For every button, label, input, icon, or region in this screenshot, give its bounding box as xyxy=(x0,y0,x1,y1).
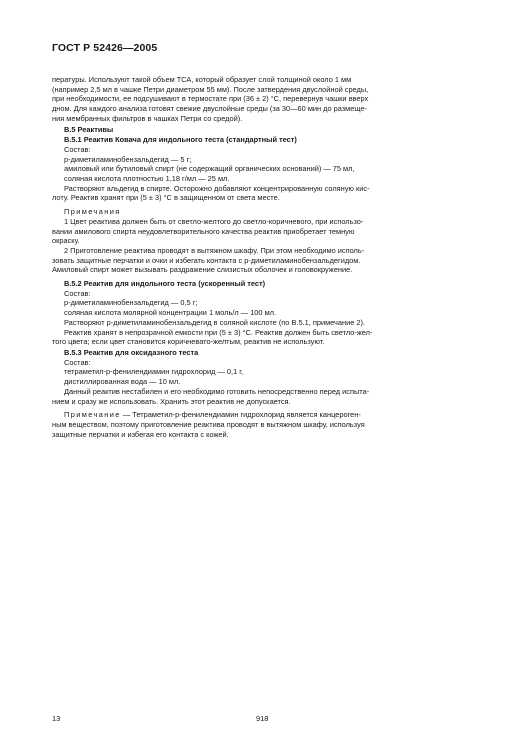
document-header: ГОСТ Р 52426—2005 xyxy=(52,42,158,54)
section-heading-b51: В.5.1 Реактив Ковача для индольного теста (стандартный тест) xyxy=(64,135,297,145)
composition-item: р-диметиламинобензальдегид — 5 г; xyxy=(64,154,192,164)
composition-label: Состав: xyxy=(64,357,91,367)
composition-label: Состав: xyxy=(64,144,91,154)
section-heading-b5: В.5 Реактивы xyxy=(64,124,114,134)
prep-line: Растворяют альдегид в спирте. Осторожно добавляют концентрированную соляную кис- xyxy=(64,183,370,193)
note-1-line: окраску. xyxy=(52,236,80,246)
final-note-line xyxy=(52,410,477,420)
note-2-line: Амиловый спирт может вызывать раздражение слизистых оболочек и головокружение. xyxy=(52,265,353,275)
intro-line: ния мембранных фильтров в чашках Петри со средой). xyxy=(52,113,243,123)
page-number: 13 xyxy=(52,714,61,723)
storage-line: того цвета; если цвет становится коричневато-желтым, реактив не используют. xyxy=(52,337,325,347)
document-number: 918 xyxy=(256,714,269,723)
composition-item: амиловый или бутиловый спирт (не содержащий органических оснований) — 75 мл, xyxy=(64,164,355,174)
note-2-line: 2 Приготовление реактива проводят в вытяжном шкафу. При этом необходимо исполь- xyxy=(64,245,365,255)
final-note-line: ным веществом, поэтому приготовление реактива проводят в вытяжном шкафу, используя xyxy=(52,419,365,429)
prep-line: лоту. Реактив хранят при (5 ± 3) °С в защищенном от света месте. xyxy=(52,193,280,203)
note-1-line: 1 Цвет реактива должен быть от светло-желтого до светло-коричневого, при использо- xyxy=(64,216,364,226)
final-note-text: — Тетраметил-р-фенилендиамин гидрохлорид является канцероген- xyxy=(122,410,361,420)
composition-item: соляная кислота плотностью 1,18 г/мл — 25 мл. xyxy=(64,174,230,184)
notes-heading: Примечания xyxy=(64,207,121,217)
intro-line: дном. Для каждого анализа готовят свежие двуслойные среды (за 30—60 мин до размеще- xyxy=(52,104,367,114)
storage-line: Реактив хранят в непрозрачной емкости при (5 ± 3) °С. Реактив должен быть светло-жел- xyxy=(64,327,373,337)
intro-line: (например 2,5 мл в чашке Петри диаметром 55 мм). После затвердения двуслойной среды, xyxy=(52,84,369,94)
composition-label: Состав: xyxy=(64,288,91,298)
section-heading-b53: В.5.3 Реактив для оксидазного теста xyxy=(64,347,199,357)
document-body xyxy=(52,75,477,439)
composition-item: тетраметил-р-фенилендиамин гидрохлорид — 0,1 г, xyxy=(64,367,244,377)
stability-line: Данный реактив нестабилен и его необходимо готовить непосредственно перед испыта- xyxy=(64,386,370,396)
composition-item: соляная кислота молярной концентрации 1 моль/л — 100 мл. xyxy=(64,308,277,318)
intro-line: пературы. Используют такой объем ТСА, который образует слой толщиной около 1 мм xyxy=(52,75,352,84)
section-heading-b52: В.5.2 Реактив для индольного теста (ускоренный тест) xyxy=(64,279,266,289)
prep-line: Растворяют р-диметиламинобензальдегид в соляной кислоте (по В.5.1, примечание 2). xyxy=(64,317,365,327)
composition-item: дистиллированная вода — 10 мл. xyxy=(64,377,181,387)
final-note-label: Примечание xyxy=(64,410,121,420)
intro-line: при необходимости, ее подсушивают в термостате при (36 ± 2) °C, перевернув чашки вверх xyxy=(52,94,369,104)
stability-line: нием и сразу же использовать. Хранить этот реактив не допускается. xyxy=(52,396,291,406)
note-1-line: вании амилового спирта неудовлетворительного качества реактив приобретает темную xyxy=(52,226,355,236)
final-note-line: защитные перчатки и избегая его контакта с кожей. xyxy=(52,429,229,439)
note-2-line: зовать защитные перчатки и очки и избегать контакта с р-диметиламинобензальдегидом. xyxy=(52,255,361,265)
composition-item: р-диметиламинобензальдегид — 0,5 г; xyxy=(64,298,198,308)
